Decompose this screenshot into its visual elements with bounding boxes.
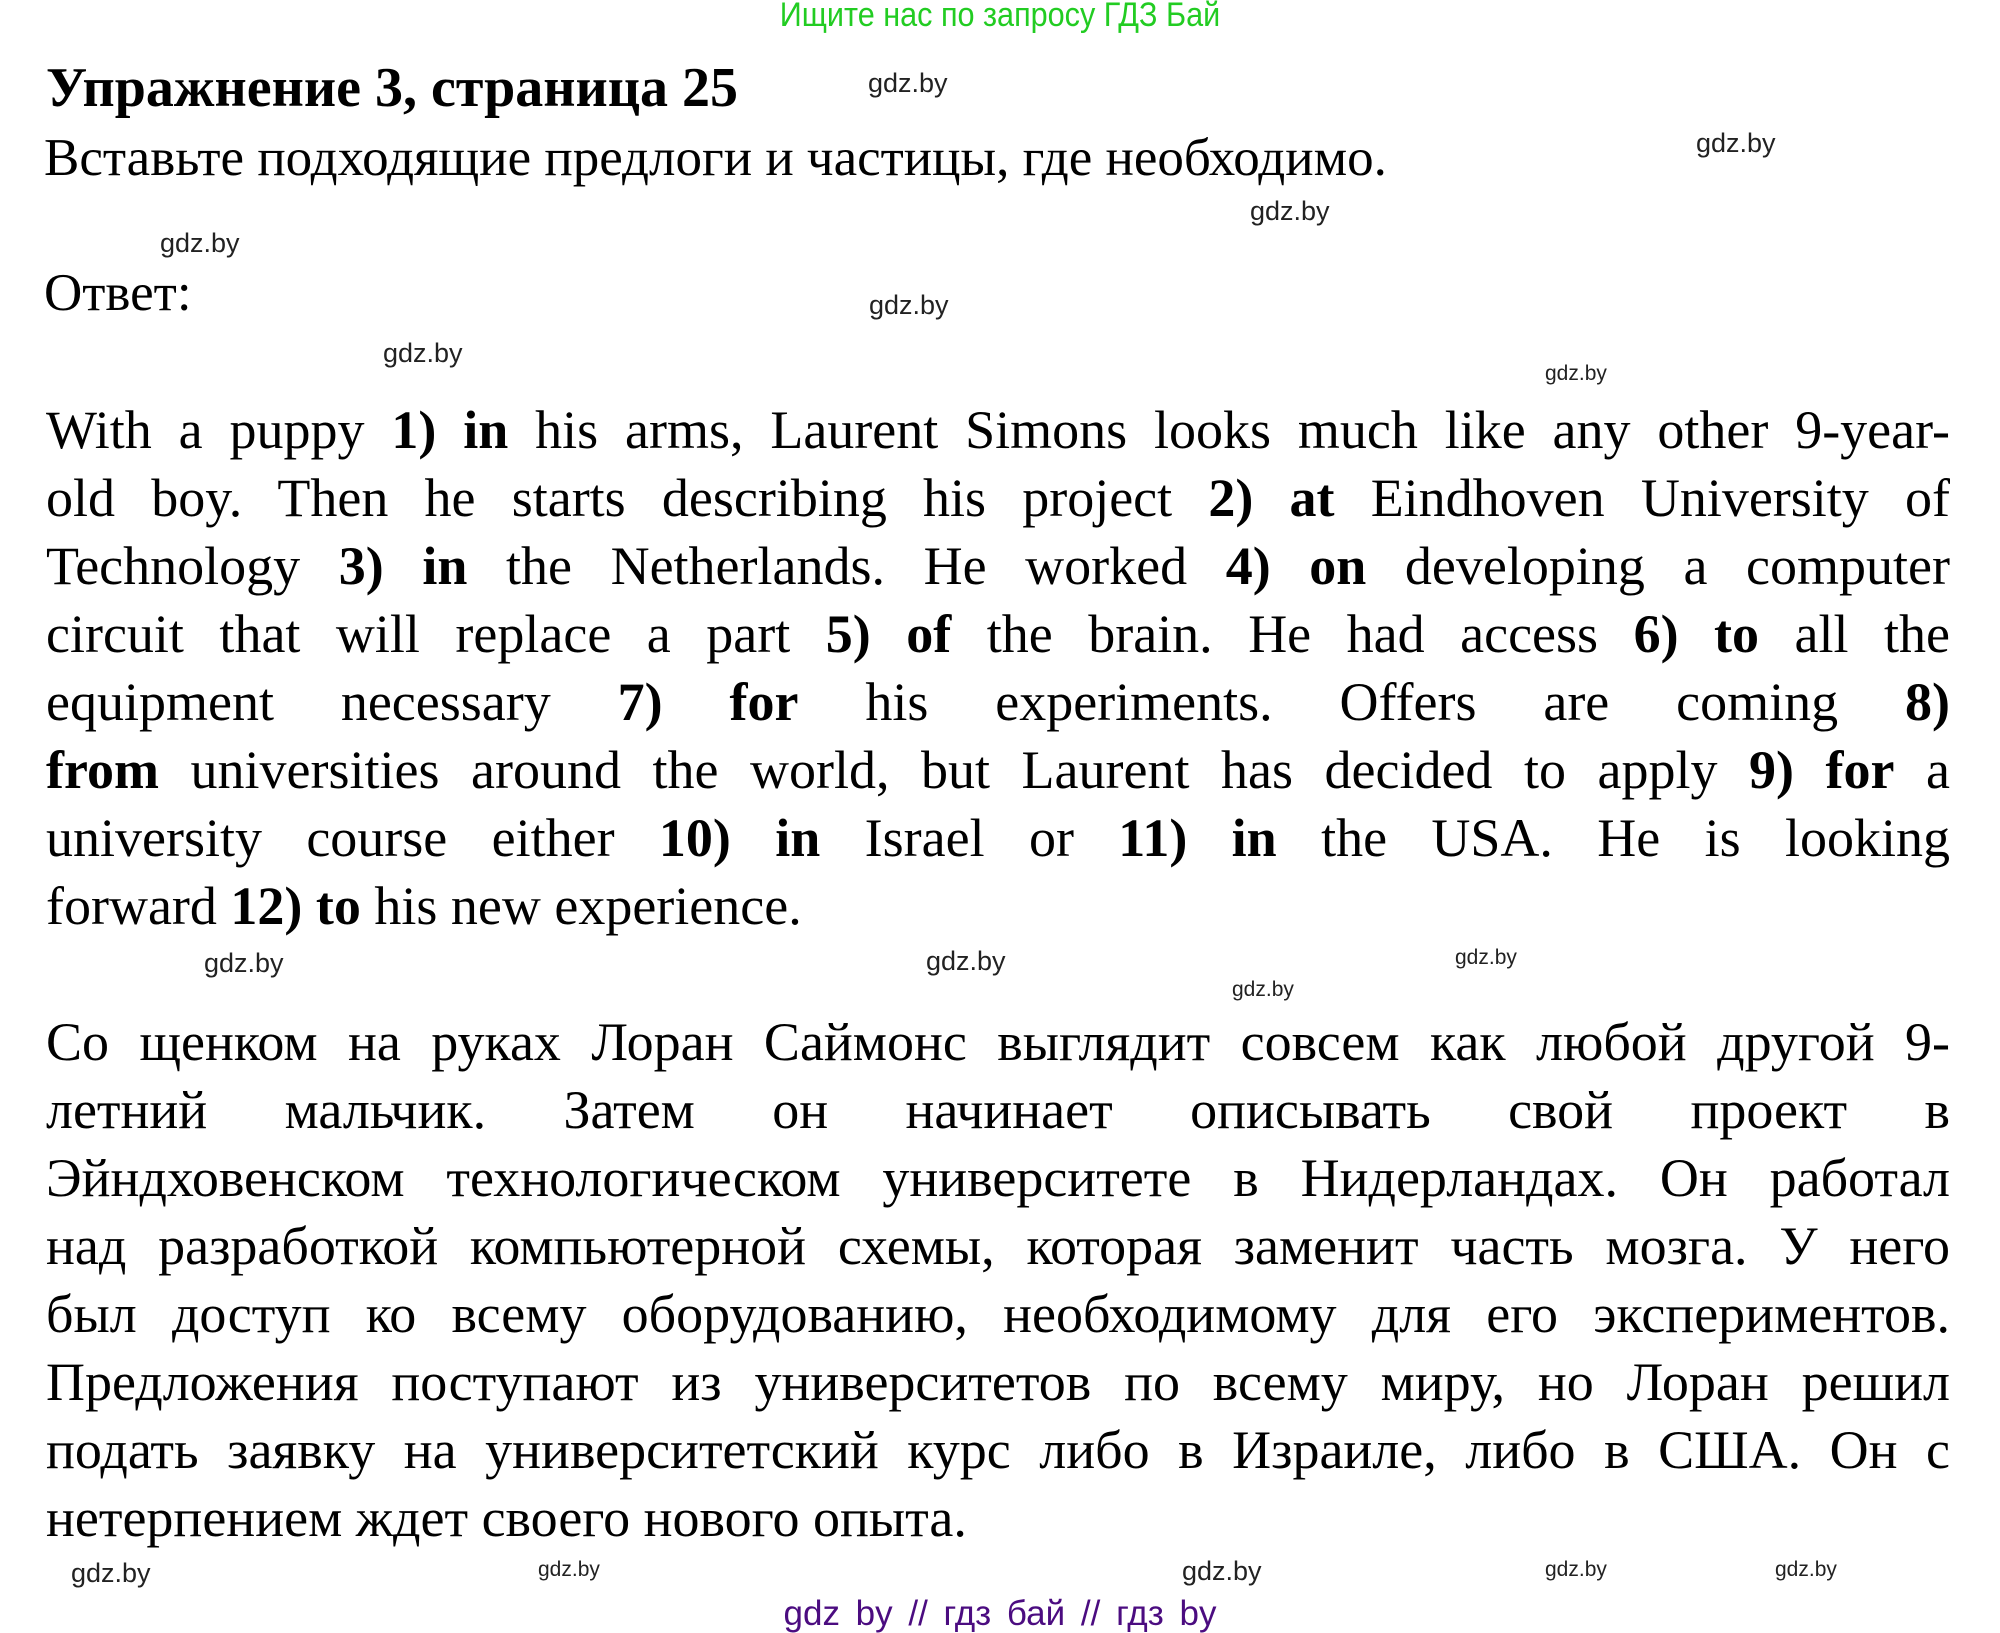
answer-preposition: 4) on (1225, 536, 1367, 596)
watermark: gdz.by (538, 1558, 600, 1581)
answer-label: Ответ: (44, 264, 192, 322)
watermark: gdz.by (869, 290, 949, 320)
search-hint-banner: Ищите нас по запросу ГДЗ Бай (779, 0, 1221, 34)
text-segment: university course either (46, 808, 659, 868)
paragraph-line: над разработкой компьютерной схемы, которая заменит часть мозга. У него (46, 1216, 1950, 1276)
text-segment: Israel or (820, 808, 1119, 868)
answer-preposition: 12) to (230, 876, 361, 936)
paragraph-line (46, 600, 1950, 668)
watermark: gdz.by (1182, 1556, 1262, 1586)
answer-preposition: 6) to (1633, 604, 1760, 664)
paragraph-line: был доступ ко всему оборудованию, необходимому для его экспериментов. (46, 1284, 1950, 1344)
watermark: gdz.by (1775, 1558, 1837, 1581)
paragraph-line (46, 872, 1950, 940)
watermark: gdz.by (383, 338, 463, 368)
text-segment: developing a computer (1366, 536, 1950, 596)
text-segment: equipment necessary (46, 672, 618, 732)
watermark: gdz.by (1545, 362, 1607, 385)
text-segment: the Netherlands. He worked (467, 536, 1226, 596)
answer-preposition: 8) (1905, 672, 1950, 732)
text-segment: his experiments. Offers are coming (798, 672, 1906, 732)
answer-preposition: 2) at (1208, 468, 1335, 528)
answer-preposition: 5) of (825, 604, 952, 664)
answer-preposition: 1) in (391, 400, 509, 460)
watermark: gdz.by (1545, 1558, 1607, 1581)
text-segment: Eindhoven University of (1334, 468, 1950, 528)
paragraph-line (46, 532, 1950, 600)
footer-site-links: gdz by // гдз бай // гдз by (783, 1594, 1217, 1633)
paragraph-line: Эйндховенском технологическом университете в Нидерландах. Он работал (46, 1148, 1950, 1208)
text-segment: old boy. Then he starts describing his project (46, 468, 1209, 528)
watermark: gdz.by (926, 946, 1006, 976)
paragraph-line (46, 804, 1950, 872)
paragraph-line (46, 668, 1950, 736)
paragraph-line: нетерпением ждет своего нового опыта. (46, 1488, 967, 1548)
watermark: gdz.by (160, 228, 240, 258)
paragraph-line: Со щенком на руках Лоран Саймонс выглядит совсем как любой другой 9- (46, 1012, 1950, 1072)
answer-preposition: 7) for (617, 672, 799, 732)
text-segment: all the (1759, 604, 1950, 664)
english-answer-paragraph (46, 396, 1950, 940)
watermark: gdz.by (1696, 128, 1776, 158)
exercise-instruction: Вставьте подходящие предлоги и частицы, где необходимо. (44, 129, 1387, 187)
text-segment: his new experience. (360, 876, 802, 936)
text-segment: Technology (46, 536, 339, 596)
paragraph-line (46, 464, 1950, 532)
text-segment: the brain. He had access (951, 604, 1634, 664)
text-segment: circuit that will replace a part (46, 604, 826, 664)
text-segment: With a puppy (46, 400, 392, 460)
text-segment: forward (46, 876, 231, 936)
watermark: gdz.by (1250, 196, 1330, 226)
text-segment: universities around the world, but Laurent has decided to apply (158, 740, 1750, 800)
paragraph-line: Предложения поступают из университетов по всему миру, но Лоран решил (46, 1352, 1950, 1412)
text-segment: a (1894, 740, 1950, 800)
russian-translation-paragraph (46, 1008, 1950, 1552)
paragraph-line: подать заявку на университетский курс либо в Израиле, либо в США. Он с (46, 1420, 1950, 1480)
exercise-title: Упражнение 3, страница 25 (46, 57, 739, 119)
answer-preposition: from (46, 740, 159, 800)
answer-preposition: 3) in (338, 536, 468, 596)
answer-preposition: 9) for (1749, 740, 1895, 800)
watermark: gdz.by (1232, 978, 1294, 1001)
watermark: gdz.by (71, 1558, 151, 1588)
paragraph-line (46, 396, 1950, 464)
answer-preposition: 10) in (658, 808, 821, 868)
answer-preposition: 11) in (1118, 808, 1277, 868)
watermark: gdz.by (1455, 946, 1517, 969)
watermark: gdz.by (868, 68, 948, 98)
text-segment: the USA. He is looking (1276, 808, 1950, 868)
paragraph-line (46, 736, 1950, 804)
paragraph-line: летний мальчик. Затем он начинает описывать свой проект в (46, 1080, 1950, 1140)
watermark: gdz.by (204, 948, 284, 978)
text-segment: his arms, Laurent Simons looks much like any other 9-year- (508, 400, 1950, 460)
